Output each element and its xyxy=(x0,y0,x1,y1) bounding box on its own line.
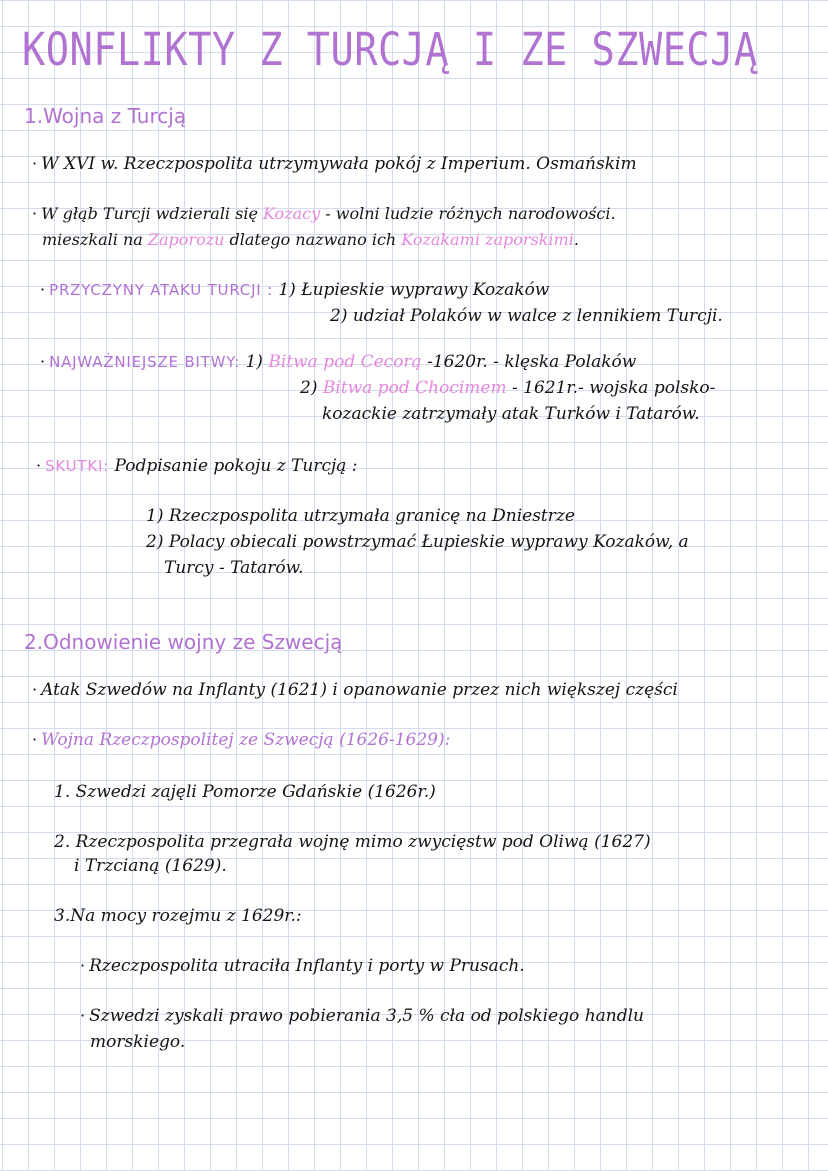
bullet-text: Wojna Rzeczpospolitej ze Szwecją (1626-1629): xyxy=(41,730,451,750)
effect-2-cont: Turcy - Tatarów. xyxy=(164,558,304,578)
page-title: KONFLIKTY Z TURCJĄ I ZE SZWECJĄ xyxy=(22,23,758,76)
effects-label: SKUTKI: xyxy=(45,457,110,475)
cause-2: 2) udział Polaków w walce z lennikiem Turcji. xyxy=(330,306,723,326)
bullet-dot: · xyxy=(32,680,38,699)
causes-label: PRZYCZYNY ATAKU TURCJI : xyxy=(49,281,273,299)
item-1: 1. Szwedzi zajęli Pomorze Gdańskie (1626r.) xyxy=(54,782,436,802)
bullet-text: Atak Szwedów na Inflanty (1621) i opanowanie przez nich większej części xyxy=(41,680,678,700)
bullet-dot: · xyxy=(40,280,46,299)
section-heading-sweden: 2.Odnowienie wojny ze Szwecją xyxy=(24,630,343,654)
battle-cecora: Bitwa pod Cecorą xyxy=(268,352,422,372)
bullet-war-sweden xyxy=(32,730,450,750)
battle-2-cont: kozackie zatrzymały atak Turków i Tatarów. xyxy=(322,404,700,424)
highlight-zaporoze: Zaporozu xyxy=(147,230,225,249)
bullet-livonia-attack xyxy=(32,680,678,700)
highlight-kozacy-zaporoscy: Kozakami zaporskimi xyxy=(401,230,574,249)
text: W głąb Turcji wdzierali się xyxy=(41,204,258,223)
bullet-dot: · xyxy=(32,154,38,173)
item-3: 3.Na mocy rozejmu z 1629r.: xyxy=(54,906,302,926)
causes-block xyxy=(40,280,549,300)
text: dlatego nazwano ich xyxy=(229,230,397,249)
bullet-dot: · xyxy=(36,456,42,475)
sub-bullet-text: Rzeczpospolita utraciła Inflanty i porty w Prusach. xyxy=(89,956,525,976)
bullet-dot: · xyxy=(80,1006,86,1025)
section-heading-turkey: 1.Wojna z Turcją xyxy=(24,104,187,128)
battle-1-num: 1) xyxy=(245,352,263,372)
bullet-dot: · xyxy=(32,204,38,223)
sub-bullet-text: Szwedzi zyskali prawo pobierania 3,5 % cła od polskiego handlu xyxy=(89,1006,644,1026)
effects-text: Podpisanie pokoju z Turcją : xyxy=(114,456,358,476)
bullet-dot: · xyxy=(80,956,86,975)
cause-1: 1) Łupieskie wyprawy Kozaków xyxy=(278,280,550,300)
sub-bullet-2-cont: morskiego. xyxy=(90,1032,186,1052)
effect-2: 2) Polacy obiecali powstrzymać Łupieskie wyprawy Kozaków, a xyxy=(146,532,689,552)
battles-block xyxy=(40,352,636,372)
bullet-cossacks-cont xyxy=(42,230,579,249)
bullet-cossacks xyxy=(32,204,616,223)
bullet-dot: · xyxy=(40,352,46,371)
sub-bullet-2 xyxy=(80,1006,644,1026)
battle-2-line xyxy=(300,378,715,398)
bullet-peace xyxy=(32,154,637,174)
bullet-dot: · xyxy=(32,730,38,749)
sub-bullet-1 xyxy=(80,956,525,976)
battle-chocim: Bitwa pod Chocimem xyxy=(322,378,507,398)
battle-2-num: 2) xyxy=(300,378,318,398)
text: mieszkali na xyxy=(42,230,143,249)
item-2: 2. Rzeczpospolita przegrała wojnę mimo zwycięstw pod Oliwą (1627) xyxy=(54,832,651,852)
battles-label: NAJWAŻNIEJSZE BITWY: xyxy=(49,353,241,371)
effects-block xyxy=(36,456,358,476)
effect-1: 1) Rzeczpospolita utrzymała granicę na Dniestrze xyxy=(146,506,575,526)
text: - wolni ludzie różnych narodowości. xyxy=(325,204,616,223)
battle-2-desc: - 1621r.- wojska polsko- xyxy=(511,378,716,398)
bullet-text: W XVI w. Rzeczpospolita utrzymywała pokój z Imperium. Osmańskim xyxy=(41,154,637,174)
highlight-kozacy: Kozacy xyxy=(263,204,321,223)
item-2-cont: i Trzcianą (1629). xyxy=(74,856,227,876)
battle-1-desc: -1620r. - klęska Polaków xyxy=(427,352,637,372)
text: . xyxy=(573,230,579,249)
